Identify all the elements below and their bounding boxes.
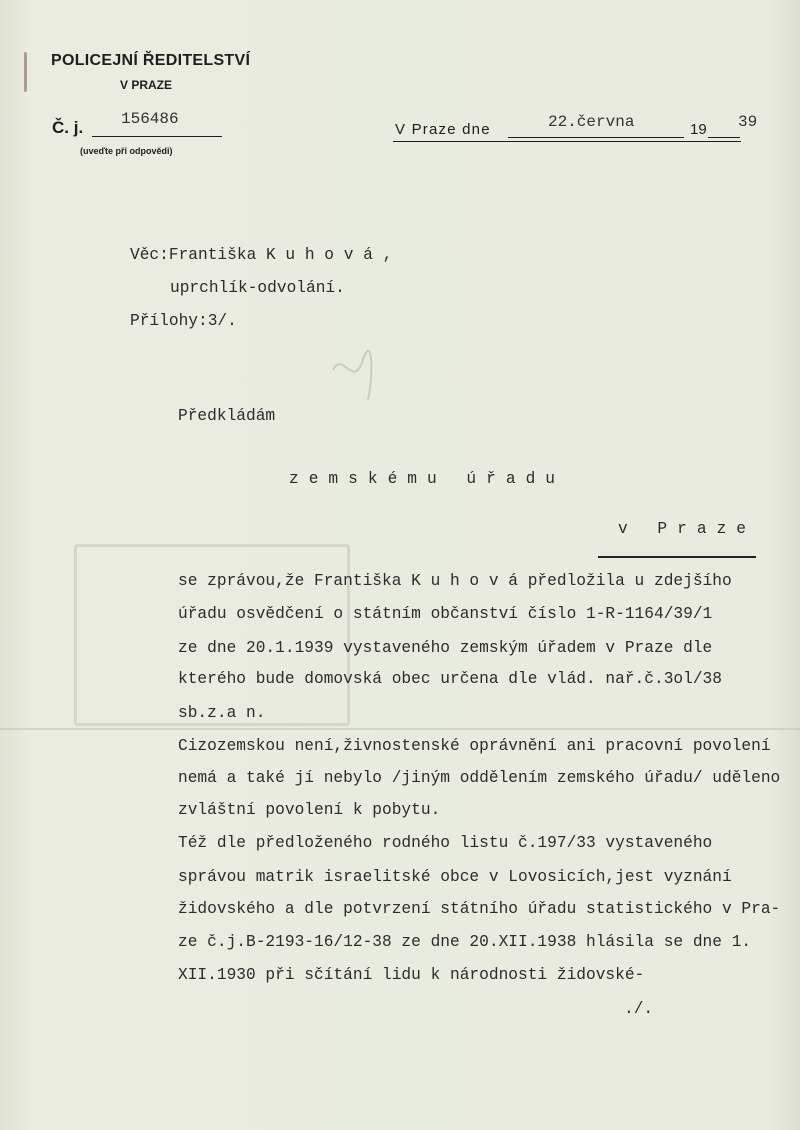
office-city: V PRAZE xyxy=(120,78,173,92)
verb-submit: Předkládám xyxy=(178,407,276,425)
header-rule xyxy=(393,141,741,142)
recipient: zemskému úřadu xyxy=(289,470,565,488)
body-line: ze č.j.B-2193-16/12-38 ze dne 20.XII.1938 hlásila se dne 1. xyxy=(178,933,752,951)
office-name: POLICEJNÍ ŘEDITELSTVÍ xyxy=(51,52,251,69)
subject-line: Věc:Františka K u h o v á , xyxy=(130,246,393,264)
reference-hint: (uveďte při odpovědi) xyxy=(80,146,173,156)
pen-mark xyxy=(24,52,27,92)
body-line: úřadu osvědčení o státním občanství číslo 1-R-1164/39/1 xyxy=(178,605,713,623)
body-line: Též dle předloženého rodného listu č.197/33 vystaveného xyxy=(178,834,713,852)
continuation-mark: ./. xyxy=(624,1000,654,1018)
recipient-place: v Praze xyxy=(618,520,756,538)
body-line: kterého bude domovská obec určena dle vlád. nař.č.3ol/38 xyxy=(178,670,722,688)
reference-label: Č. j. xyxy=(52,118,84,137)
paper-fold xyxy=(0,728,800,730)
year-prefix: 19 xyxy=(690,121,707,138)
date-label: V Praze dne xyxy=(395,121,491,138)
faint-signature xyxy=(328,330,378,410)
year-line xyxy=(708,137,740,138)
date-line xyxy=(508,137,684,138)
body-line: židovského a dle potvrzení státního úřadu statistického v Pra- xyxy=(178,900,781,918)
year-suffix: 39 xyxy=(738,113,758,131)
date-value: 22.června xyxy=(548,113,635,131)
reference-line xyxy=(92,136,222,137)
body-line: ze dne 20.1.1939 vystaveného zemským úřadem v Praze dle xyxy=(178,639,713,657)
body-line: zvláštní povolení k pobytu. xyxy=(178,801,441,819)
body-line: Cizozemskou není,živnostenské oprávnění ani pracovní povolení xyxy=(178,737,771,755)
body-line: správou matrik israelitské obce v Lovosicích,jest vyznání xyxy=(178,868,732,886)
body-line: XII.1930 při sčítání lidu k národnosti židovské- xyxy=(178,966,645,984)
body-line: sb.z.a n. xyxy=(178,704,266,722)
body-line: nemá a také jí nebylo /jiným oddělením zemského úřadu/ uděleno xyxy=(178,769,781,787)
place-underline xyxy=(598,556,756,558)
attachments: Přílohy:3/. xyxy=(130,312,237,330)
body-line: se zprávou,že Františka K u h o v á předložila u zdejšího xyxy=(178,572,732,590)
subject-detail: uprchlík-odvolání. xyxy=(170,279,345,297)
reference-number: 156486 xyxy=(121,110,179,128)
